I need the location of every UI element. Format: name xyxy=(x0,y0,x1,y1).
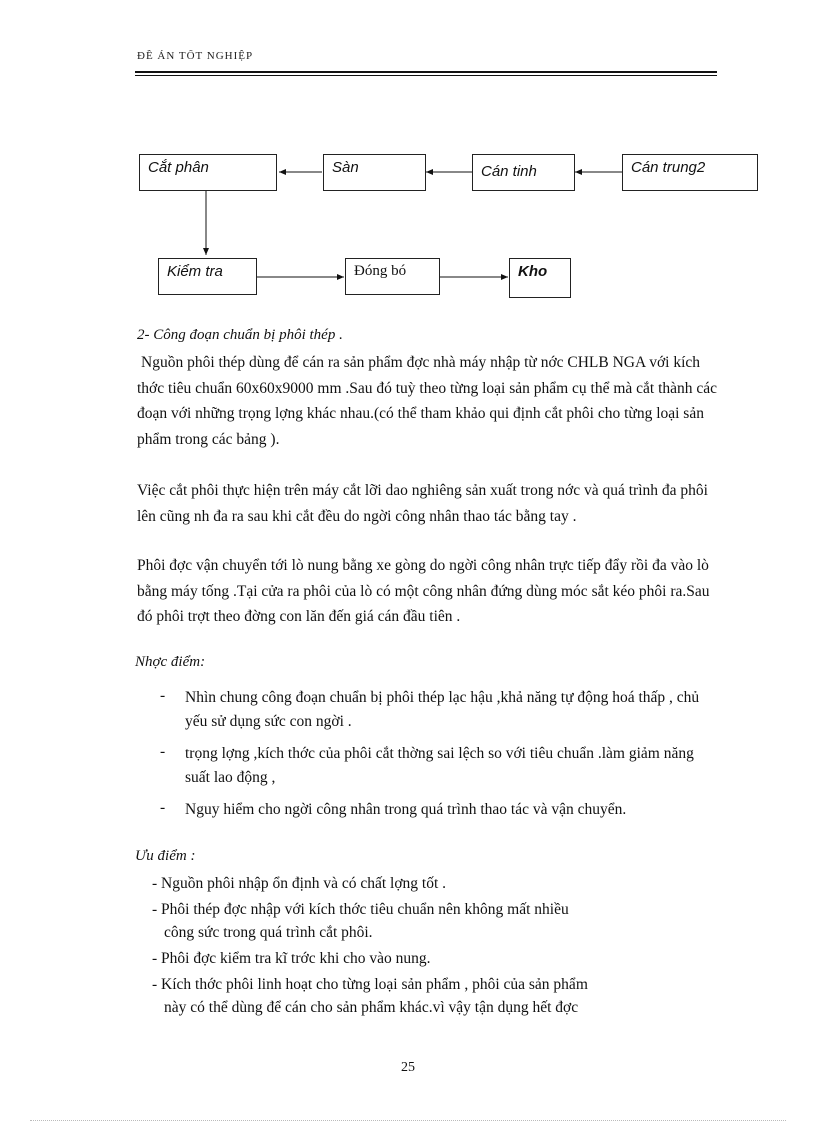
disadvantages-label: Nhợc điểm: xyxy=(135,654,206,670)
page-number: 25 xyxy=(401,1060,415,1075)
box-cat-phan: Cắt phân xyxy=(139,154,277,191)
box-kiem-tra: Kiểm tra xyxy=(158,258,257,295)
box-can-trung2: Cán trung2 xyxy=(622,154,758,191)
box-can-tinh: Cán tinh xyxy=(472,154,575,191)
disadvantages-list xyxy=(160,686,720,830)
list-item: - Nhìn chung công đoạn chuẩn bị phôi thép lạc hậu ,khả năng tự động hoá thấp , chủ yếu sử dụng sức con ngời . xyxy=(160,687,700,730)
list-item: - Phôi thép đợc nhập với kích thớc tiêu chuẩn nên không mất nhiều công sức trong quá trình cắt phôi. xyxy=(152,901,569,941)
paragraph-cutting: Việc cắt phôi thực hiện trên máy cắt lỡi dao nghiêng sản xuất trong nớc và quá trình đa phôi lên cũng nh đa ra sau khi cắt đều do ngời công nhân thao tác bằng tay . xyxy=(137,482,708,525)
list-item: - Phôi đợc kiểm tra kĩ trớc khi cho vào nung. xyxy=(152,950,431,967)
paragraph-source: Nguồn phôi thép dùng để cán ra sản phẩm đợc nhà máy nhập từ nớc CHLB NGA với kích thớc tiêu chuẩn 60x60x9000 mm .Sau đó tuỳ theo từng loại sản phẩm cụ thể mà cắt thành các đoạn với những trọng lợng khác nhau.(có thể tham khảo qui định cắt phôi cho từng loại sản phẩm trong các bảng ). xyxy=(137,354,718,448)
advantages-label: Ưu điểm : xyxy=(135,848,196,864)
list-item: - Nguy hiểm cho ngời công nhân trong quá trình thao tác và vận chuyển. xyxy=(160,799,627,818)
list-item: - Nguồn phôi nhập ổn định và có chất lợng tốt . xyxy=(152,875,447,892)
advantages-list xyxy=(152,872,722,1022)
header-title: ĐỀ ÁN TỐT NGHIỆP xyxy=(137,50,254,62)
list-item: - trọng lợng ,kích thớc của phôi cắt thờng sai lệch so với tiêu chuẩn .làm giảm năng suất lao động , xyxy=(160,743,694,786)
paragraph-transport: Phôi đợc vận chuyển tới lò nung bằng xe gòng do ngời công nhân trực tiếp đẩy rồi đa vào lò bằng máy tống .Tại cửa ra phôi của lò có một công nhân đứng dùng móc sắt kéo phôi ra.Sau đó phôi trợt theo đờng con lăn đến giá cán đầu tiên . xyxy=(137,557,710,625)
box-kho: Kho xyxy=(509,258,571,298)
box-dong-bo: Đóng bó xyxy=(345,258,440,295)
box-san: Sàn xyxy=(323,154,426,191)
footer-divider xyxy=(30,1120,786,1121)
list-item: - Kích thớc phôi linh hoạt cho từng loại sản phẩm , phôi của sản phẩm này có thể dùng để cán cho sản phẩm khác.vì vậy tận dụng hết đợc xyxy=(152,976,588,1016)
section-title: 2- Công đoạn chuẩn bị phôi thép . xyxy=(137,327,343,343)
